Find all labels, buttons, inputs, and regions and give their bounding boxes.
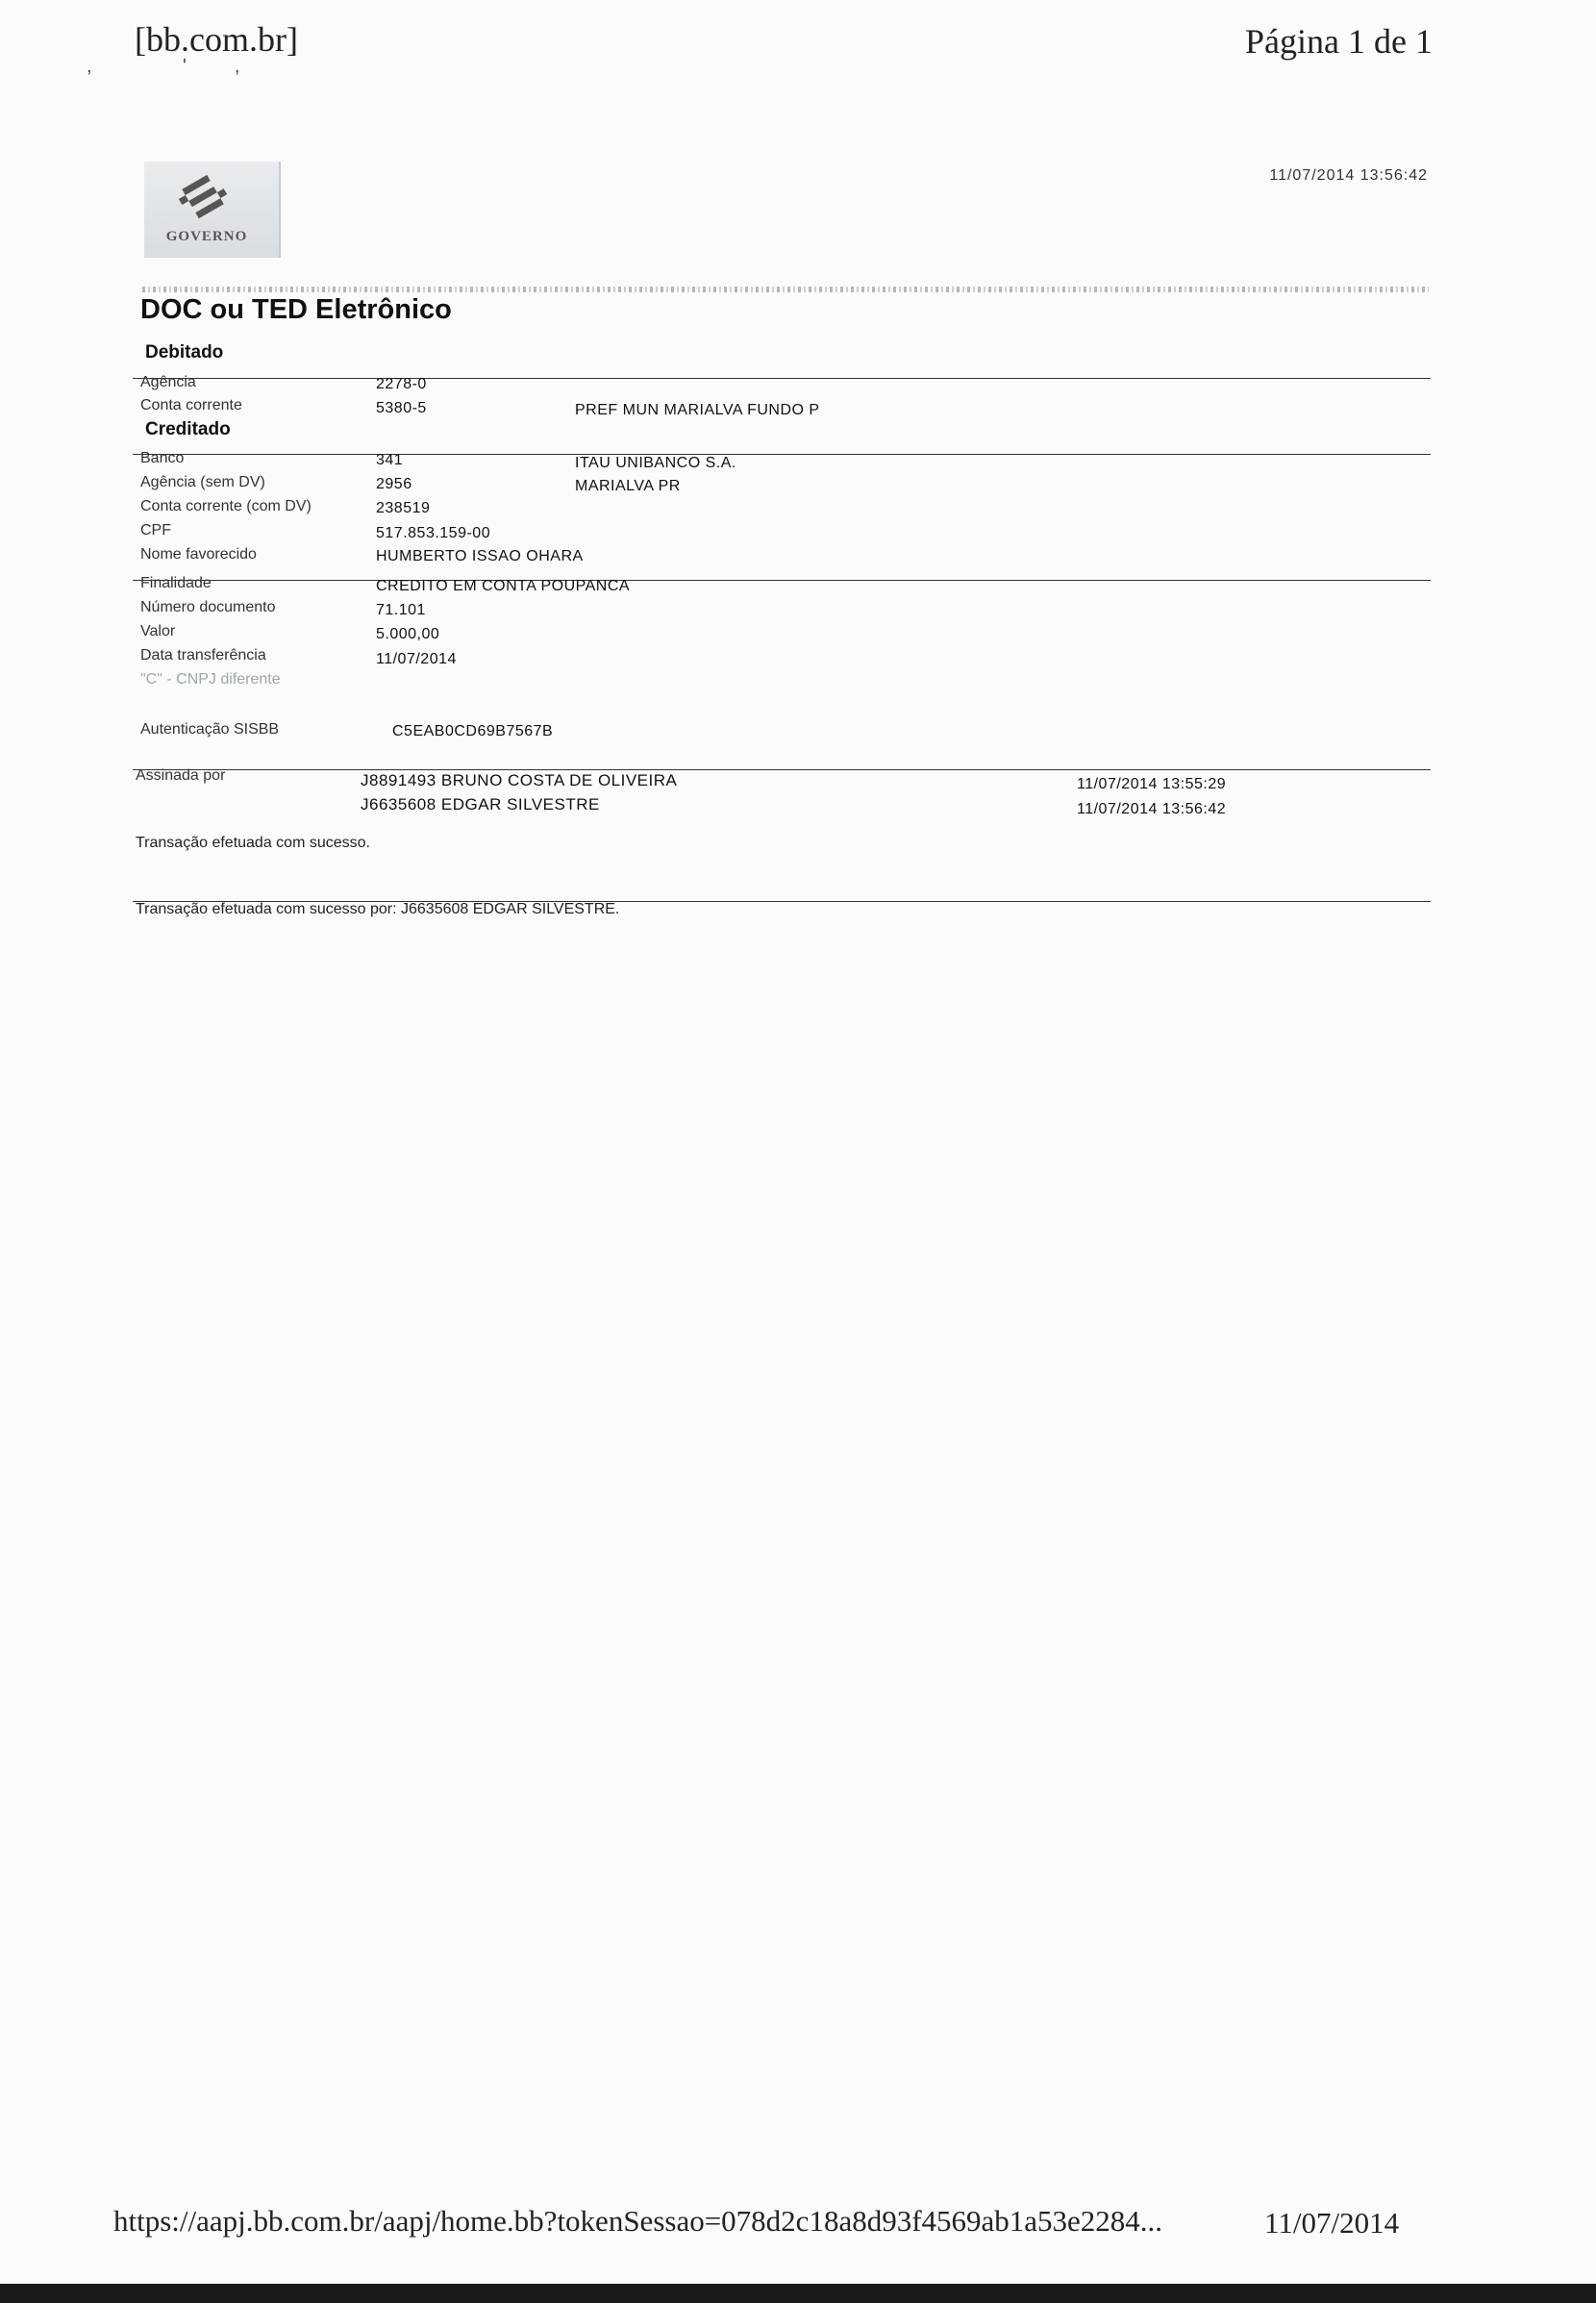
value-data-transferencia: 11/07/2014 (376, 651, 457, 667)
value-agencia-cidade: MARIALVA PR (575, 478, 681, 494)
value-agencia-credito: 2956 (376, 476, 412, 492)
value-nome-favorecido: HUMBERTO ISSAO OHARA (376, 548, 584, 564)
label-nome-favorecido: Nome favorecido (140, 546, 257, 563)
banco-do-brasil-logo-icon (171, 169, 238, 223)
footer-url: https://aapj.bb.com.br/aapj/home.bb?tokenSessao=078d2c18a8d93f4569ab1a53e2284... (113, 2204, 1163, 2238)
value-cpf: 517.853.159-00 (376, 525, 491, 541)
bank-logo (144, 162, 281, 258)
section-debitado: Debitado (145, 342, 224, 363)
signer-name: J8891493 BRUNO COSTA DE OLIVEIRA (361, 771, 678, 789)
value-autenticacao: C5EAB0CD69B7567B (392, 723, 554, 739)
label-data-transferencia: Data transferência (140, 647, 266, 663)
scan-marks: , ' , (87, 56, 240, 77)
value-conta-credito: 238519 (376, 500, 431, 516)
footer-date: 11/07/2014 (1264, 2206, 1400, 2240)
section-creditado: Creditado (145, 419, 231, 439)
success-message: Transação efetuada com sucesso. (136, 835, 370, 851)
divider (133, 378, 1431, 379)
label-valor: Valor (140, 623, 176, 639)
label-autenticacao: Autenticação SISBB (140, 721, 280, 738)
value-banco-nome: ITAU UNIBANCO S.A. (575, 455, 736, 471)
logo-text: GOVERNO (165, 229, 248, 244)
header-site: [bb.com.br] (135, 20, 298, 59)
label-numero-documento: Número documento (140, 599, 276, 615)
header-page-indicator: Página 1 de 1 (1245, 22, 1433, 61)
label-conta-credito: Conta corrente (com DV) (140, 498, 312, 514)
note-cnpj-diferente: "C" - CNPJ diferente (140, 671, 281, 688)
value-valor: 5.000,00 (376, 626, 440, 642)
label-agencia-debito: Agência (140, 374, 196, 390)
header-divider (142, 287, 1429, 292)
signer-datetime: 11/07/2014 13:56:42 (1077, 801, 1227, 817)
divider (133, 580, 1431, 581)
print-timestamp: 11/07/2014 13:56:42 (1269, 167, 1428, 184)
label-conta-debito: Conta corrente (140, 397, 242, 413)
divider (133, 454, 1431, 455)
value-agencia-debito: 2278-0 (376, 376, 427, 392)
page-title: DOC ou TED Eletrônico (140, 294, 452, 325)
value-numero-documento: 71.101 (376, 602, 426, 618)
label-agencia-credito: Agência (sem DV) (140, 474, 265, 490)
success-by-message: Transação efetuada com sucesso por: J6635608 EDGAR SILVESTRE. (136, 901, 620, 917)
value-conta-debito: 5380-5 (376, 400, 427, 416)
divider (133, 769, 1431, 770)
label-banco: Banco (140, 450, 185, 466)
signer-datetime: 11/07/2014 13:55:29 (1077, 776, 1227, 792)
label-cpf: CPF (140, 522, 171, 538)
signer-name: J6635608 EDGAR SILVESTRE (361, 795, 600, 814)
value-banco: 341 (376, 452, 404, 468)
value-conta-titular: PREF MUN MARIALVA FUNDO P (575, 402, 820, 418)
label-assinada-por: Assinada por (136, 767, 226, 784)
label-finalidade: Finalidade (140, 575, 212, 591)
value-finalidade: CREDITO EM CONTA POUPANCA (376, 578, 631, 594)
